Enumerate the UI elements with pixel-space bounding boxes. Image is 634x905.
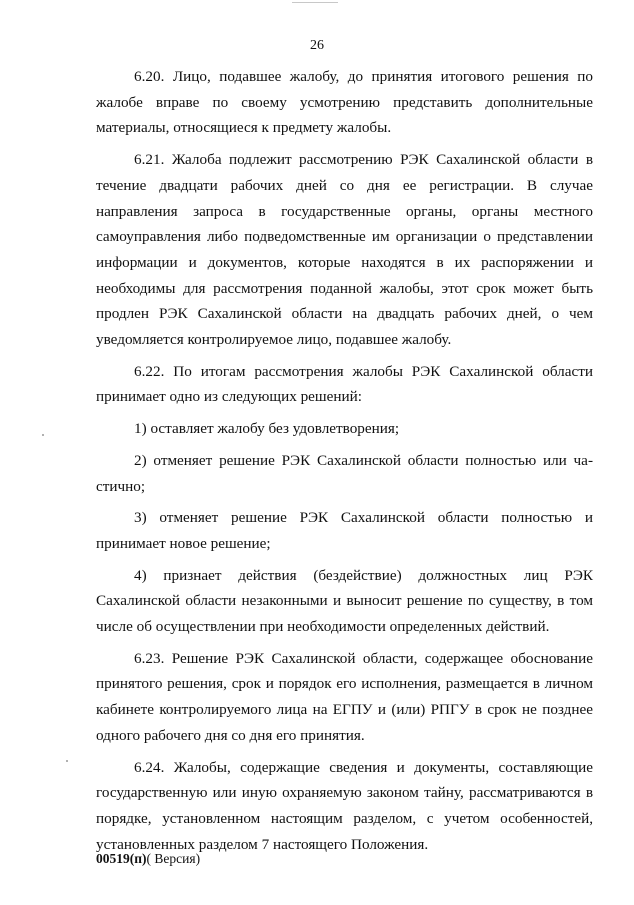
paragraph-6-22: 6.22. По итогам рассмотрения жалобы РЭК Сахалинской области принимает одно из следующих решений: [96,362,593,406]
paragraph-6-20: 6.20. Лицо, подавшее жалобу, до принятия итогового решения по жалобе вправе по своему усмотрению представить дополнительные материалы, относящиеся к предмету жалобы. [96,68,593,137]
scan-artifact-dot [66,760,68,762]
list-item-4: 4) признает действия (бездействие) должностных лиц РЭК Сахалинской области незаконными и выносит решение по существу, в том числе об осуществлении при необходимости определенных действий. [96,566,593,636]
footer-doc-code [96,851,200,867]
list-item-2: 2) отменяет решение РЭК Сахалинской области полностью или частично; [96,451,593,495]
paragraph-6-21: 6.21. Жалоба подлежит рассмотрению РЭК Сахалинской области в течение двадцати рабочих дней со дня ее регистрации. В случае направления запроса в государственные органы, органы местного самоуправления либо подведомственные им организации о представлении информации и документов, которые находятся в их распоряжении и необходимы для рассмотрения поданной жалобы, этот срок может быть продлен РЭК Сахалинской области на двадцать рабочих дней, о чем уведомляется контролируемое лицо, подавшее жалобу. [96,151,593,349]
footer-version: ( Версия) [146,851,201,866]
page-number: 26 [310,38,324,53]
paragraph-6-23: 6.23. Решение РЭК Сахалинской области, содержащее обоснование принятого решения, срок и порядок его исполнения, размещается в личном кабинете контролируемого лица на ЕГПУ и (или) РПГУ в срок не позднее одного рабочего дня со дня его принятия. [96,649,593,744]
list-item-3: 3) отменяет решение РЭК Сахалинской области полностью и принимает новое решение; [96,509,593,552]
document-body [96,64,593,863]
paragraph-6-24: 6.24. Жалобы, содержащие сведения и документы, составляющие государственную или иную охраняемую законом тайну, рассматриваются в порядке, установленном настоящим разделом, с учетом особенностей, установленных разделом 7 настоящего Положения. [96,758,593,853]
scan-artifact-top [292,2,338,3]
footer-code: 00519(п) [96,851,147,866]
scan-artifact-dot [42,434,44,436]
list-item-1: 1) оставляет жалобу без удовлетворения; [134,420,400,438]
